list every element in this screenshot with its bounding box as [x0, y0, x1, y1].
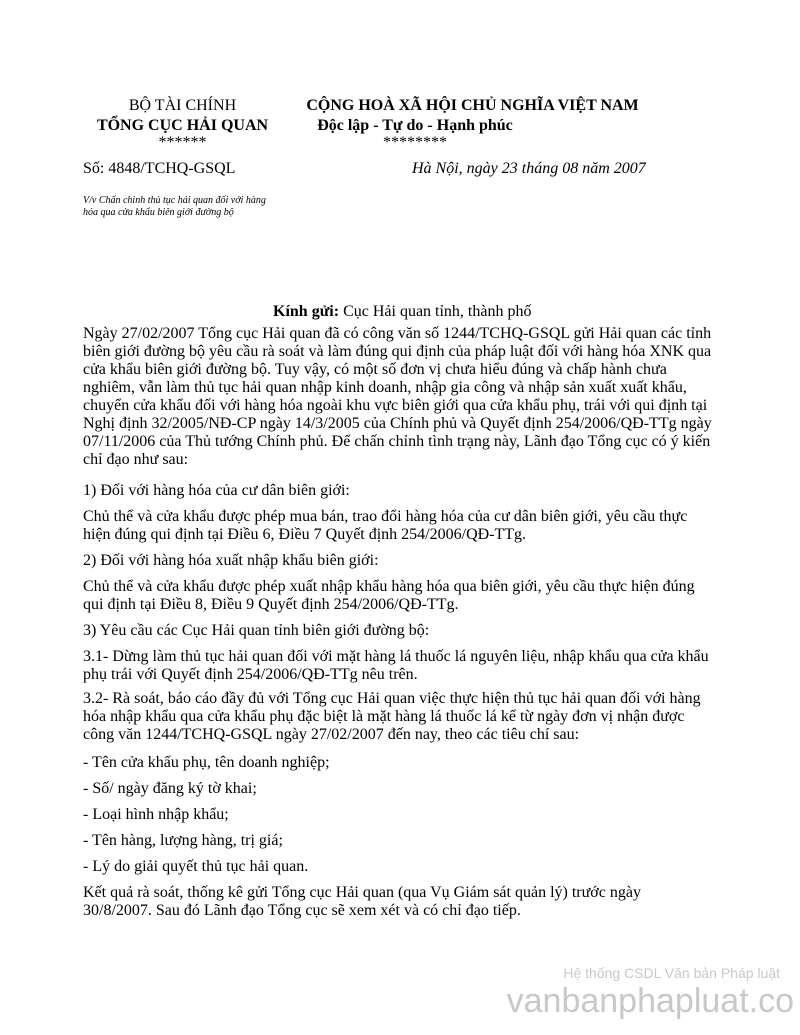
document-number: Số: 4848/TCHQ-GSQL — [83, 160, 236, 177]
recipient-value: Cục Hải quan tỉnh, thành phố — [339, 303, 532, 320]
watermark-line-2: vanbanphapluat.co — [506, 982, 794, 1020]
subject-line-1: V/v Chấn chỉnh thủ tục hải quan đối với hàng — [83, 195, 266, 206]
section-2-heading: 2) Đối với hàng hóa xuất nhập khẩu biên giới: — [83, 552, 379, 569]
ministry-name: BỘ TÀI CHÍNH — [128, 97, 237, 114]
department-name: TỔNG CỤC HẢI QUAN — [96, 117, 269, 134]
conclusion-paragraph: Kết quả rà soát, thống kê gửi Tổng cục Hải quan (qua Vụ Giám sát quản lý) trước ngày 30/8/2007. Sau đó Lãnh đạo Tổng cục sẽ xem xét và có chỉ đạo tiếp. — [83, 884, 641, 919]
criteria-2: - Số/ ngày đăng ký tờ khai; — [83, 780, 257, 797]
section-1-text: Chủ thể và cửa khẩu được phép mua bán, trao đổi hàng hóa của cư dân biên giới, yêu cầu thực hiện đúng qui định tại Điều 6, Điều 7 Quyết định 254/2006/QĐ-TTg. — [83, 508, 688, 543]
section-3-heading: 3) Yêu cầu các Cục Hải quan tỉnh biên giới đường bộ: — [83, 622, 430, 639]
section-2-text: Chủ thể và cửa khẩu được phép xuất nhập khẩu hàng hóa qua biên giới, yêu cầu thực hiện đúng qui định tại Điều 8, Điều 9 Quyết định 254/2006/QĐ-TTg. — [83, 578, 695, 613]
place-date: Hà Nội, ngày 23 tháng 08 năm 2007 — [412, 160, 646, 177]
motto: Độc lập - Tự do - Hạnh phúc — [317, 117, 513, 134]
watermark-line-1: Hệ thống CSDL Văn bản Pháp luật — [563, 965, 780, 981]
section-1-heading: 1) Đối với hàng hóa của cư dân biên giới: — [83, 482, 350, 499]
recipient-label: Kính gửi: — [273, 303, 340, 320]
criteria-5: - Lý do giải quyết thủ tục hải quan. — [83, 858, 309, 875]
left-stars: ****** — [158, 134, 207, 151]
item-3-1: 3.1- Dừng làm thủ tục hải quan đối với mặt hàng lá thuốc lá nguyên liệu, nhập khẩu qua cửa khẩu phụ trái với Quyết định 254/2006/QĐ-TTg nêu trên. — [83, 648, 709, 683]
intro-paragraph: Ngày 27/02/2007 Tổng cục Hải quan đã có công văn số 1244/TCHQ-GSQL gửi Hải quan các tỉnh biên giới đường bộ yêu cầu rà soát và làm đúng qui định của pháp luật đối với hàng hóa XNK qua cửa khẩu biên giới đường bộ. Tuy vậy, có một số đơn vị chưa hiểu đúng và chấp hành chưa nghiêm, vẫn làm thủ tục hải quan nhập kinh doanh, nhập gia công và nhập sản xuất xuất khẩu, chuyển cửa khẩu đối với hàng hóa ngoài khu vực biên giới qua cửa khẩu phụ, trái với qui định tại Nghị định 32/2005/NĐ-CP ngày 14/3/2005 của Chính phủ và Quyết định 254/2006/QĐ-TTg ngày 07/11/2006 của Thủ tướng Chính phủ. Để chấn chỉnh tình trạng này, Lãnh đạo Tổng cục có ý kiến chỉ đạo như sau: — [83, 325, 712, 468]
criteria-1: - Tên cửa khẩu phụ, tên doanh nghiệp; — [83, 754, 330, 771]
criteria-3: - Loại hình nhập khẩu; — [83, 806, 229, 823]
item-3-2: 3.2- Rà soát, báo cáo đầy đủ với Tổng cục Hải quan việc thực hiện thủ tục hải quan đối với hàng hóa nhập khẩu qua cửa khẩu phụ đặc biệt là mặt hàng lá thuốc lá kể từ ngày đơn vị nhận được công văn 1244/TCHQ-GSQL ngày 27/02/2007 đến nay, theo các tiêu chí sau: — [83, 690, 701, 743]
recipient-line — [273, 303, 673, 321]
subject-line-2: hóa qua cửa khẩu biên giới đường bộ — [83, 207, 234, 218]
country-name: CỘNG HOÀ XÃ HỘI CHỦ NGHĨA VIỆT NAM — [306, 97, 639, 114]
criteria-4: - Tên hàng, lượng hàng, trị giá; — [83, 832, 283, 849]
right-stars: ******** — [383, 134, 447, 151]
